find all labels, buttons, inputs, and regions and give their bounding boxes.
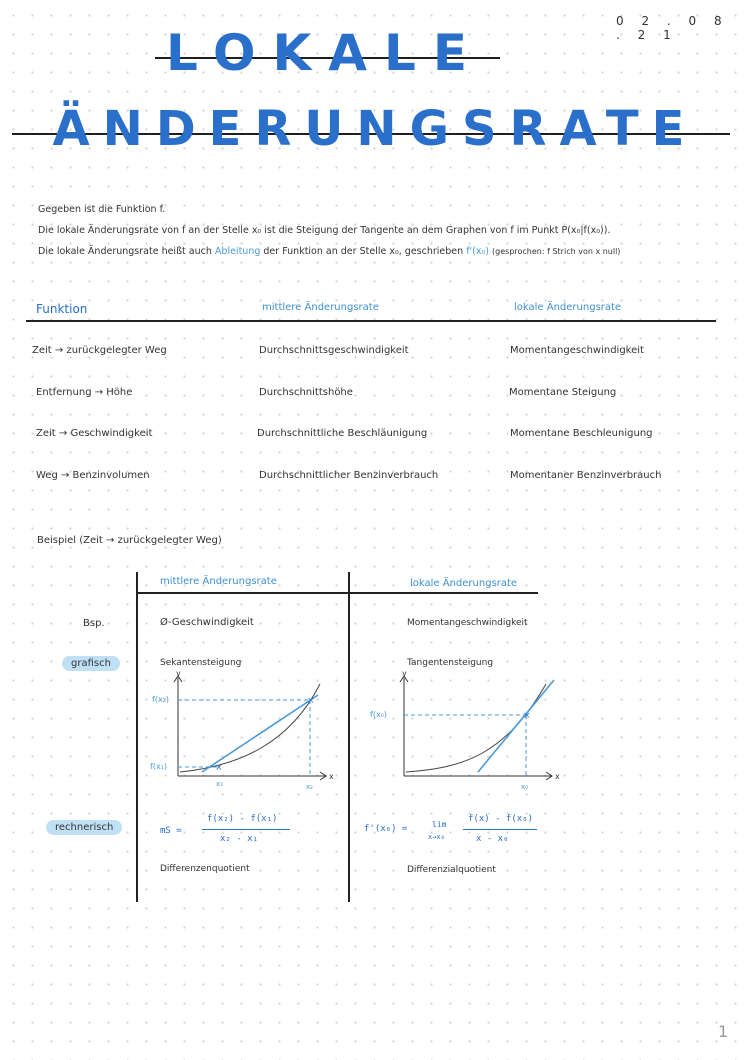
differential-quotient-bar [463, 829, 537, 830]
table-row-1-mittlere: Durchschnittsgeschwindigkeit [259, 345, 409, 356]
page-title-line-2: ÄNDERUNGSRATE [52, 101, 698, 157]
tangent-fx0-label: f(x₀) [370, 710, 387, 719]
difference-quotient-numerator: f(x₂) - f(x₁) [207, 814, 278, 824]
difference-quotient-denominator: x₂ - x₁ [220, 834, 258, 844]
secant-fx2-label: f(x₂) [152, 695, 169, 704]
secant-curve [180, 684, 320, 772]
secant-point-2: × [307, 696, 315, 706]
table-header-funktion: Funktion [36, 302, 88, 316]
intro-ableitung-term: Ableitung [214, 246, 261, 257]
sekantensteigung-label: Sekantensteigung [160, 658, 242, 668]
example-header-lokale: lokale Änderungsrate [410, 578, 518, 589]
rechnerisch-label: rechnerisch [46, 820, 122, 835]
tangent-y-label: y [402, 669, 407, 678]
secant-line [202, 695, 318, 772]
example-divider-left [136, 572, 138, 902]
table-row-4-lokale: Momentaner Benzinverbrauch [510, 470, 662, 481]
table-row-4-mittlere: Durchschnittlicher Benzinverbrauch [259, 470, 439, 481]
table-row-3-lokale: Momentane Beschleunigung [510, 428, 653, 439]
intro-notation: f'(x₀) [466, 246, 489, 257]
table-header-rule [26, 320, 716, 322]
table-row-1-lokale: Momentangeschwindigkeit [510, 345, 644, 356]
difference-quotient-lhs: mS = [160, 826, 182, 836]
intro-text-b: der Funktion an der Stelle x₀, geschrieben [263, 246, 464, 257]
secant-graph [140, 668, 340, 798]
secant-point-1: × [215, 763, 223, 773]
differential-quotient-name: Differenzialquotient [407, 865, 496, 875]
example-bsp-mittlere: Ø-Geschwindigkeit [160, 617, 254, 628]
intro-line-1: Gegeben ist die Funktion f. [38, 204, 166, 215]
difference-quotient-name: Differenzenquotient [160, 864, 250, 874]
differential-quotient-sub: x→x₀ [428, 833, 445, 841]
intro-text-a: Die lokale Änderungsrate heißt auch [38, 246, 212, 257]
example-divider-mid [348, 572, 350, 902]
table-row-4-funktion: Weg → Benzinvolumen [36, 470, 150, 481]
tangent-point: × [523, 711, 531, 721]
table-row-2-mittlere: Durchschnittshöhe [259, 387, 353, 398]
page-title-line-1: LOKALE [165, 24, 485, 82]
secant-x1-label: x₁ [216, 780, 223, 788]
date: 0 2 . 0 8 . 2 1 [616, 14, 729, 42]
intro-line-3 [38, 246, 620, 257]
table-row-2-lokale: Momentane Steigung [509, 387, 617, 398]
tangent-x-label: x [555, 772, 560, 781]
secant-fx1-label: f(x₁) [150, 762, 167, 771]
example-bsp-label: Bsp. [83, 618, 105, 629]
differential-quotient-lim: lim [432, 820, 447, 829]
secant-y-label: y [176, 669, 181, 678]
intro-text-c: (gesprochen: f Strich von x null) [492, 247, 621, 256]
differential-quotient-denominator: x - x₀ [476, 834, 509, 844]
secant-x-label: x [329, 772, 334, 781]
secant-x2-label: x₂ [306, 783, 313, 791]
tangent-curve [406, 684, 546, 772]
tangentensteigung-label: Tangentensteigung [407, 658, 494, 668]
grafisch-label: grafisch [62, 656, 120, 671]
table-header-mittlere: mittlere Änderungsrate [262, 302, 379, 313]
differential-quotient-numerator: f(x) - f(x₀) [468, 814, 534, 824]
example-header-mittlere: mittlere Änderungsrate [160, 576, 277, 587]
table-header-lokale: lokale Änderungsrate [514, 302, 622, 313]
tangent-line [478, 680, 554, 772]
table-row-1-funktion: Zeit → zurückgelegter Weg [32, 345, 167, 356]
intro-line-2: Die lokale Änderungsrate von f an der Stelle x₀ ist die Steigung der Tangente an dem Graphen von f im Punkt P(x₀|f(x₀)). [38, 225, 611, 236]
example-bsp-lokale: Momentangeschwindigkeit [407, 618, 528, 628]
tangent-graph [366, 668, 566, 798]
tangent-x0-label: x₀ [521, 783, 528, 791]
page-number: 1 [718, 1022, 729, 1041]
table-row-3-funktion: Zeit → Geschwindigkeit [36, 428, 153, 439]
example-header-rule [136, 592, 538, 594]
differential-quotient-lhs: f'(x₀) = [364, 824, 408, 834]
table-row-3-mittlere: Durchschnittliche Beschläunigung [257, 428, 428, 439]
example-heading: Beispiel (Zeit → zurückgelegter Weg) [37, 535, 222, 546]
difference-quotient-bar [202, 829, 290, 830]
table-row-2-funktion: Entfernung → Höhe [36, 387, 133, 398]
